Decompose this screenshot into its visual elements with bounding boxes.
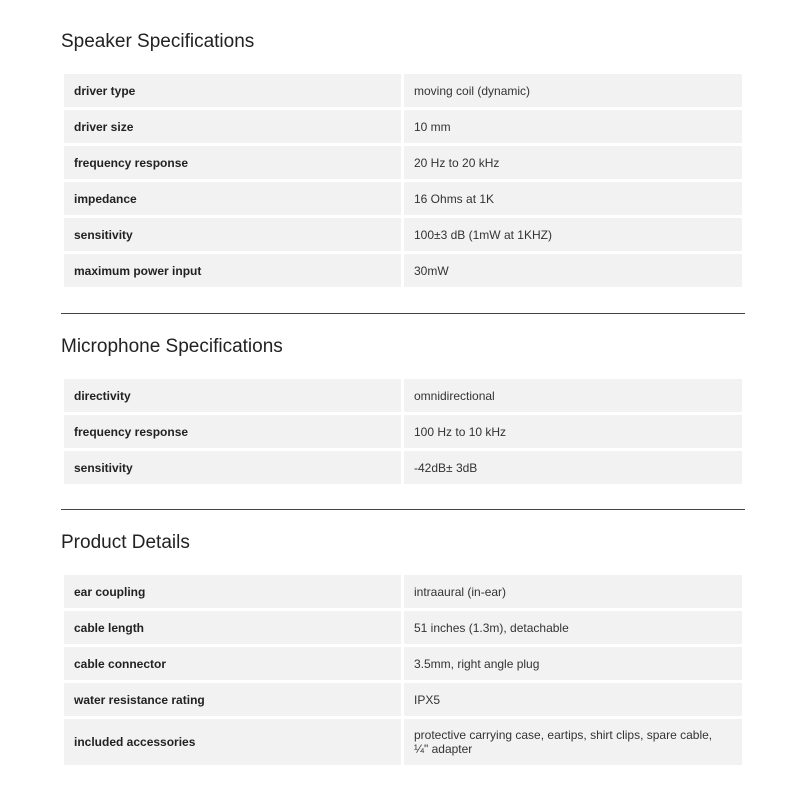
spec-value: 30mW <box>404 254 742 287</box>
spec-value: moving coil (dynamic) <box>404 74 742 107</box>
spec-label: cable length <box>64 611 401 644</box>
table-row <box>64 379 742 412</box>
spec-value: protective carrying case, eartips, shirt clips, spare cable, ¼" adapter <box>404 719 742 765</box>
microphone-specifications-section <box>61 336 745 475</box>
spec-value: -42dB± 3dB <box>404 451 742 484</box>
spec-label: sensitivity <box>64 451 401 484</box>
spec-label: included accessories <box>64 719 401 765</box>
spec-label: cable connector <box>64 647 401 680</box>
spec-value: 10 mm <box>404 110 742 143</box>
table-row <box>64 218 742 251</box>
section-divider <box>61 509 745 510</box>
section-divider <box>61 313 745 314</box>
spec-label: frequency response <box>64 415 401 448</box>
section-title: Speaker Specifications <box>61 31 255 52</box>
table-row <box>64 415 742 448</box>
table-row <box>64 110 742 143</box>
spec-value: 16 Ohms at 1K <box>404 182 742 215</box>
spec-value: omnidirectional <box>404 379 742 412</box>
table-row <box>64 719 742 765</box>
microphone-spec-table <box>64 379 742 487</box>
product-details-table <box>64 575 742 768</box>
section-title: Product Details <box>61 532 190 553</box>
spec-label: ear coupling <box>64 575 401 608</box>
spec-value: 3.5mm, right angle plug <box>404 647 742 680</box>
table-row <box>64 611 742 644</box>
table-row <box>64 451 742 484</box>
spec-label: maximum power input <box>64 254 401 287</box>
spec-label: driver type <box>64 74 401 107</box>
spec-label: water resistance rating <box>64 683 401 716</box>
spec-value: intraaural (in-ear) <box>404 575 742 608</box>
spec-label: impedance <box>64 182 401 215</box>
spec-value: 51 inches (1.3m), detachable <box>404 611 742 644</box>
product-details-section <box>61 532 745 756</box>
section-title: Microphone Specifications <box>61 336 283 357</box>
spec-label: frequency response <box>64 146 401 179</box>
table-row <box>64 182 742 215</box>
table-row <box>64 146 742 179</box>
table-row <box>64 575 742 608</box>
table-row <box>64 683 742 716</box>
table-row <box>64 254 742 287</box>
spec-label: directivity <box>64 379 401 412</box>
spec-label: driver size <box>64 110 401 143</box>
speaker-spec-table <box>64 74 742 290</box>
spec-label: sensitivity <box>64 218 401 251</box>
table-row <box>64 647 742 680</box>
spec-value: 20 Hz to 20 kHz <box>404 146 742 179</box>
spec-value: 100±3 dB (1mW at 1KHZ) <box>404 218 742 251</box>
speaker-specifications-section <box>61 31 745 278</box>
table-row <box>64 74 742 107</box>
spec-value: IPX5 <box>404 683 742 716</box>
spec-value: 100 Hz to 10 kHz <box>404 415 742 448</box>
